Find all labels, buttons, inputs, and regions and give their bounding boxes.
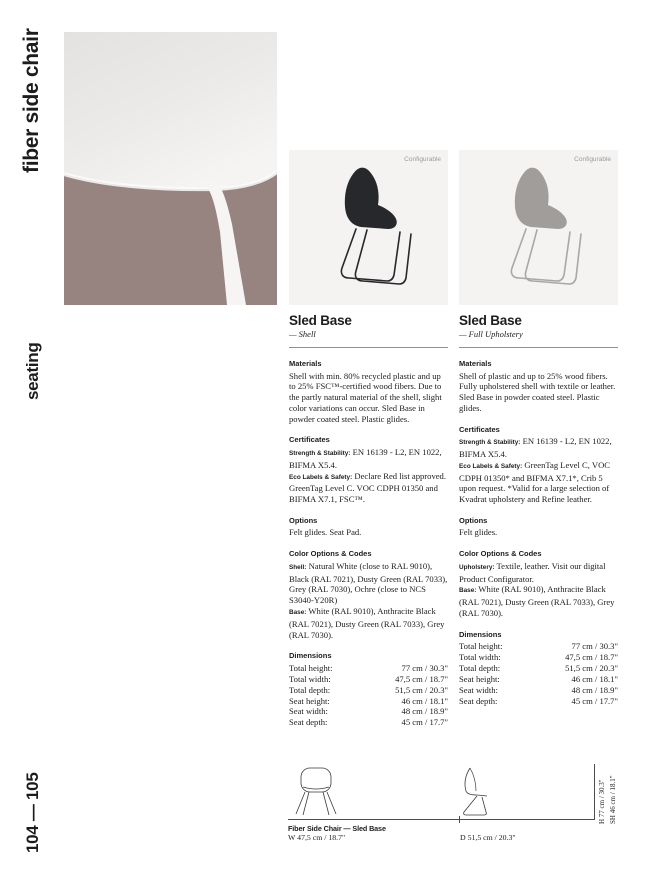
dimension-row <box>459 685 618 696</box>
certificate-label: Strength & Stability: <box>289 449 351 457</box>
dimension-label: Total depth: <box>459 663 501 674</box>
dimension-row <box>289 685 448 696</box>
certificate-text: Declare Red list approved. GreenTag Level C. VOC CDPH 01350 and BIFMA X7.1, FSC™. <box>289 470 447 505</box>
dimension-value: 47,5 cm / 18.7" <box>565 652 618 663</box>
section-heading: Color Options & Codes <box>289 549 372 559</box>
color-options-section <box>459 549 618 618</box>
materials-section <box>459 359 618 414</box>
certificate-item <box>289 447 448 471</box>
color-option-label: Shell: <box>289 563 307 571</box>
dimension-row <box>459 674 618 685</box>
product-title: Sled Base <box>289 313 352 328</box>
section-heading: Dimensions <box>459 629 502 639</box>
color-option-text: White (RAL 9010), Anthracite Black (RAL 7021), Dusty Green (RAL 7033), Grey (RAL 7030). <box>459 584 615 618</box>
options-body: Felt glides. <box>459 527 498 538</box>
depth-dimension-label: D 51,5 cm / 20.3" <box>460 833 516 842</box>
dimension-label: Total width: <box>459 652 501 663</box>
dimension-label: Total width: <box>289 673 331 684</box>
product-photo <box>289 150 448 305</box>
certificate-item <box>459 460 618 505</box>
dimension-row <box>459 663 618 674</box>
options-body: Felt glides. Seat Pad. <box>289 527 362 538</box>
dimensions-section <box>289 651 448 728</box>
dimension-row <box>289 717 448 728</box>
product-title-vertical: fiber side chair <box>20 28 43 173</box>
front-view-line-drawing <box>288 766 344 818</box>
floor-line <box>288 819 594 820</box>
drawing-title: Fiber Side Chair — Sled Base <box>288 824 386 833</box>
height-dimension-label: H 77 cm / 30.3" <box>598 779 606 824</box>
section-heading: Options <box>289 515 318 525</box>
product-title: Sled Base <box>459 313 522 328</box>
dimension-row <box>459 696 618 707</box>
color-option-item <box>289 606 448 640</box>
certificate-label: Eco Labels & Safety: <box>459 462 523 470</box>
width-dimension-label: W 47,5 cm / 18.7" <box>288 833 346 842</box>
height-dimension-line <box>594 764 595 820</box>
color-option-text: Textile, leather. Visit our digital Product Configurator. <box>459 560 606 584</box>
certificate-label: Strength & Stability: <box>459 439 521 447</box>
product-subtitle: — Full Upholstery <box>459 329 523 339</box>
dimension-row <box>289 706 448 717</box>
section-heading: Materials <box>289 359 322 368</box>
hero-image <box>64 32 277 305</box>
certificate-item <box>459 436 618 460</box>
options-section <box>459 516 618 538</box>
product-subtitle: — Shell <box>289 329 316 339</box>
section-heading: Options <box>459 515 488 525</box>
dimension-row <box>459 652 618 663</box>
product-photo <box>459 150 618 305</box>
dimension-label: Seat depth: <box>459 695 498 706</box>
certificates-section <box>459 425 618 505</box>
dimension-value: 46 cm / 18.1" <box>401 695 448 706</box>
black-sled-chair-illustration <box>289 150 448 305</box>
dimension-value: 45 cm / 17.7" <box>401 717 448 728</box>
color-option-text: Natural White (close to RAL 9010), Black (RAL 7021), Dusty Green (RAL 7033), Grey (RAL 7030), Ochre (close to NCS S3040-Y20R) <box>289 560 448 606</box>
color-option-item <box>459 584 618 618</box>
dimension-value: 51,5 cm / 20.3" <box>395 684 448 695</box>
dimension-row <box>289 674 448 685</box>
color-option-label: Upholstery: <box>459 563 495 571</box>
dimension-value: 46 cm / 18.1" <box>571 673 618 684</box>
divider <box>459 347 618 348</box>
dimension-row <box>459 641 618 652</box>
color-option-label: Base: <box>289 608 307 616</box>
hero-chair-closeup-illustration <box>64 32 277 305</box>
materials-section <box>289 359 448 424</box>
page-number-label: 104 — 105 <box>23 772 42 853</box>
configurable-badge: Configurable <box>574 156 611 163</box>
dimension-value: 45 cm / 17.7" <box>571 695 618 706</box>
certificate-text: GreenTag Level C, VOC CDPH 01350* and BIFMA X7.1*, Crib 5 upon request. *Valid for a large selection of Kvadrat upholstery and Refine leather. <box>459 459 611 505</box>
dimension-value: 77 cm / 30.3" <box>401 662 448 673</box>
grey-sled-chair-illustration <box>459 150 618 305</box>
certificate-text: EN 16139 - L2, EN 1022, BIFMA X5.4. <box>459 436 612 459</box>
certificates-section <box>289 435 448 504</box>
dimension-value: 77 cm / 30.3" <box>571 641 618 652</box>
dimension-label: Total depth: <box>289 684 331 695</box>
dimension-value: 48 cm / 18.9" <box>571 684 618 695</box>
color-option-label: Base: <box>459 587 477 595</box>
divider <box>289 347 448 348</box>
dimension-label: Seat width: <box>289 706 328 717</box>
color-options-section <box>289 549 448 640</box>
materials-body: Shell of plastic and up to 25% wood fibers. Fully upholstered shell with textile or leather. Sled Base in powder coated steel. Plastic glides. <box>459 370 616 413</box>
dimension-value: 47,5 cm / 18.7" <box>395 673 448 684</box>
certificate-label: Eco Labels & Safety: <box>289 473 353 481</box>
category-label-vertical: seating <box>23 342 42 400</box>
section-heading: Certificates <box>459 424 500 434</box>
certificate-text: EN 16139 - L2, EN 1022, BIFMA X5.4. <box>289 446 442 470</box>
section-heading: Color Options & Codes <box>459 549 542 559</box>
configurable-badge: Configurable <box>404 156 441 163</box>
certificate-item <box>289 471 448 505</box>
dimension-label: Total height: <box>289 662 333 673</box>
dimension-label: Seat width: <box>459 684 498 695</box>
section-heading: Materials <box>459 359 492 368</box>
depth-tick-mark <box>459 816 460 823</box>
color-option-item <box>459 561 618 585</box>
dimension-value: 48 cm / 18.9" <box>401 706 448 717</box>
seat-height-dimension-label: SH 46 cm / 18.1" <box>609 775 617 824</box>
side-view-line-drawing <box>452 766 496 818</box>
dimensions-section <box>459 630 618 707</box>
dimension-row <box>289 696 448 707</box>
color-option-text: White (RAL 9010), Anthracite Black (RAL 7021), Dusty Green (RAL 7033), Grey (RAL 7030). <box>289 605 445 640</box>
dimension-value: 51,5 cm / 20.3" <box>565 663 618 674</box>
dimension-row <box>289 663 448 674</box>
product-card-sled-base-shell <box>289 150 448 728</box>
product-card-sled-base-full-upholstery <box>459 150 618 707</box>
dimension-label: Seat depth: <box>289 717 328 728</box>
section-heading: Dimensions <box>289 651 332 661</box>
color-option-item <box>289 561 448 606</box>
dimension-label: Seat height: <box>459 673 500 684</box>
section-heading: Certificates <box>289 435 330 445</box>
dimension-label: Total height: <box>459 641 503 652</box>
materials-body: Shell with min. 80% recycled plastic and up to 25% FSC™-certified wood fibers. Due to the partly natural material of the shell, slight color variations can occur. Sled Base in powder coated steel. Plastic glides. <box>289 370 442 424</box>
options-section <box>289 516 448 538</box>
dimension-label: Seat height: <box>289 695 330 706</box>
